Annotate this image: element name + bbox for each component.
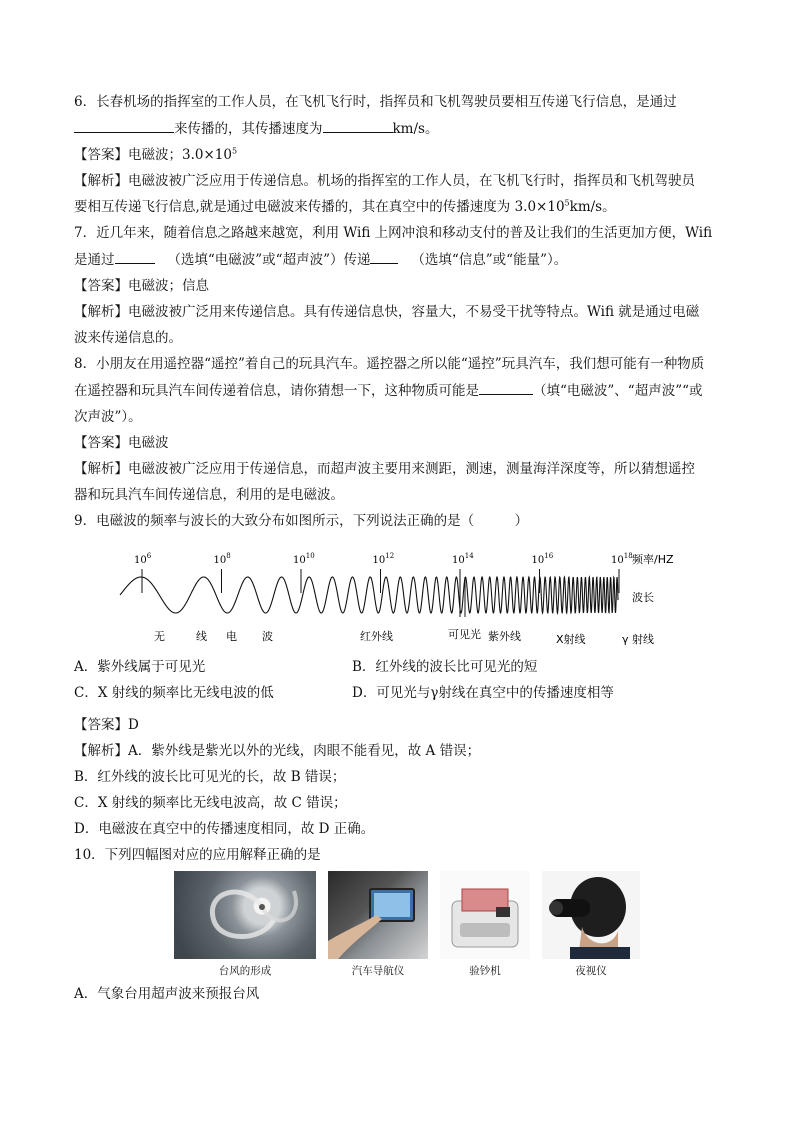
q8-stem-line3: 次声波”）。	[74, 409, 142, 425]
wave-curve	[120, 577, 618, 613]
q8-analysis-line1: 【解析】电磁波被广泛应用于传递信息，而超声波主要用来测距，测速，测量海洋深度等，所以猜想遥控	[74, 461, 695, 477]
q9-analysis-line4: D．电磁波在真空中的传播速度相同，故 D 正确。	[74, 821, 375, 837]
band-ultraviolet: 紫外线	[488, 630, 521, 643]
typhoon-swirl-icon	[174, 871, 316, 959]
q10-option-a[interactable]: A．气象台用超声波来预报台风	[74, 986, 260, 1002]
q9-analysis-line2: B．红外线的波长比可见光的长，故 B 错误；	[74, 769, 346, 785]
navigator-screen-icon	[328, 871, 428, 959]
q8-stem-line1: 8．小朋友在用遥控器“遥控”着自己的玩具汽车。遥控器之所以能“遥控”玩具汽车，我们想可能有一种物质	[74, 356, 705, 372]
q10-figures	[174, 871, 722, 978]
q7-analysis-line2: 波来传递信息的。	[74, 330, 182, 346]
q9-option-a[interactable]: A．紫外线属于可见光	[74, 659, 206, 675]
band-infrared: 红外线	[360, 630, 393, 643]
figure-money-detector	[440, 871, 530, 978]
q8-analysis-line2: 器和玩具汽车间传递信息，利用的是电磁波。	[74, 487, 344, 503]
q10-stem: 10．下列四幅图对应的应用解释正确的是	[74, 847, 321, 863]
caption-typhoon: 台风的形成	[218, 965, 272, 977]
tick-label-1e12: $10^{12}$	[372, 552, 395, 566]
q8-blank-1[interactable]	[479, 380, 533, 395]
night-vision-goggles-icon	[542, 871, 640, 959]
document-page	[74, 92, 722, 1010]
caption-car-navigator: 汽车导航仪	[351, 965, 405, 977]
q7-stem-line1: 7．近几年来，随着信息之路越来越宽，利用 Wifi 上网冲浪和移动支付的普及让我们的生活更加方便，Wifi	[74, 225, 713, 241]
caption-money-detector: 验钞机	[469, 965, 501, 977]
band-radio-1: 无	[154, 630, 165, 643]
tick-label-1e6: $10^6$	[134, 552, 152, 566]
tick-label-1e18: $10^{18}$	[611, 552, 633, 566]
q6-stem-line1: 6．长春机场的指挥室的工作人员，在飞机飞行时，指挥员和飞机驾驶员要相互传递飞行信息，是通过	[74, 94, 677, 110]
q6-answer: 【答案】电磁波；$3.0\times 10^5$	[74, 146, 238, 163]
figure-night-vision	[542, 871, 640, 978]
band-radio-2: 线	[196, 630, 207, 643]
q9-analysis-line3: C．X 射线的频率比无线电波高，故 C 错误；	[74, 795, 347, 811]
em-spectrum-diagram	[74, 537, 722, 653]
tick-label-1e10: $10^{10}$	[293, 552, 315, 566]
q6-stem-line2: 来传播的，其传播速度为 km/s。	[74, 118, 722, 139]
q7-blank-1[interactable]	[115, 249, 155, 264]
q8-answer: 【答案】电磁波	[74, 435, 169, 451]
wavelength-label: 波长	[632, 591, 654, 604]
q6-blank-1[interactable]	[74, 118, 174, 133]
q7-stem-line2: 是通过 （选填“电磁波”或“超声波”）传递 （选填“信息”或“能量”）。	[74, 249, 722, 270]
tick-label-1e16: $10^{16}$	[531, 552, 554, 566]
freq-label: 频率/HZ	[632, 553, 674, 566]
figure-car-navigator	[328, 871, 428, 978]
q7-blank-2[interactable]	[370, 249, 398, 264]
q9-option-d[interactable]: D．可见光与γ射线在真空中的传播速度相等	[352, 685, 614, 701]
caption-night-vision: 夜视仪	[575, 965, 607, 977]
q9-analysis-line1: 【解析】A．紫外线是紫光以外的光线，肉眼不能看见，故 A 错误；	[74, 743, 481, 759]
q9-stem: 9．电磁波的频率与波长的大致分布如图所示，下列说法正确的是（ ）	[74, 513, 529, 529]
q9-options	[74, 657, 722, 709]
night-vision-image	[542, 871, 640, 959]
band-radio-4: 波	[262, 630, 273, 643]
q9-option-c[interactable]: C．X 射线的频率比无线电波的低	[74, 685, 274, 701]
band-xray: X射线	[556, 633, 586, 646]
q6-analysis-line1: 【解析】电磁波被广泛应用于传递信息。机场的指挥室的工作人员，在飞机飞行时，指挥员和飞机驾驶员	[74, 173, 695, 189]
q7-answer: 【答案】电磁波；信息	[74, 278, 209, 294]
figure-typhoon	[174, 871, 316, 978]
money-detector-image	[440, 871, 530, 959]
q6-blank-2[interactable]	[323, 118, 393, 133]
band-gamma: γ 射线	[622, 633, 655, 646]
tick-label-1e14: $10^{14}$	[452, 552, 474, 566]
q6-analysis-line2: 要相互传递飞行信息,就是通过电磁波来传播的，其在真空中的传播速度为 $3.0\times 10^5km/s$。	[74, 198, 616, 215]
money-detector-icon	[440, 871, 530, 959]
band-visible: 可见光	[448, 628, 481, 641]
typhoon-satellite-image	[174, 871, 316, 959]
em-spectrum-svg	[74, 537, 722, 653]
car-navigator-image	[328, 871, 428, 959]
q8-stem-line2: 在遥控器和玩具汽车间传递着信息，请你猜想一下，这种物质可能是 （填“电磁波”、“超声波”“或	[74, 380, 722, 401]
band-radio-3: 电	[226, 630, 237, 643]
q9-option-b[interactable]: B．红外线的波长比可见光的短	[352, 659, 538, 675]
q9-answer: 【答案】D	[74, 717, 139, 733]
q7-analysis-line1: 【解析】电磁波被广泛用来传递信息。具有传递信息快，容量大，不易受干扰等特点。Wifi 就是通过电磁	[74, 304, 700, 320]
tick-label-1e8: $10^8$	[213, 552, 231, 566]
